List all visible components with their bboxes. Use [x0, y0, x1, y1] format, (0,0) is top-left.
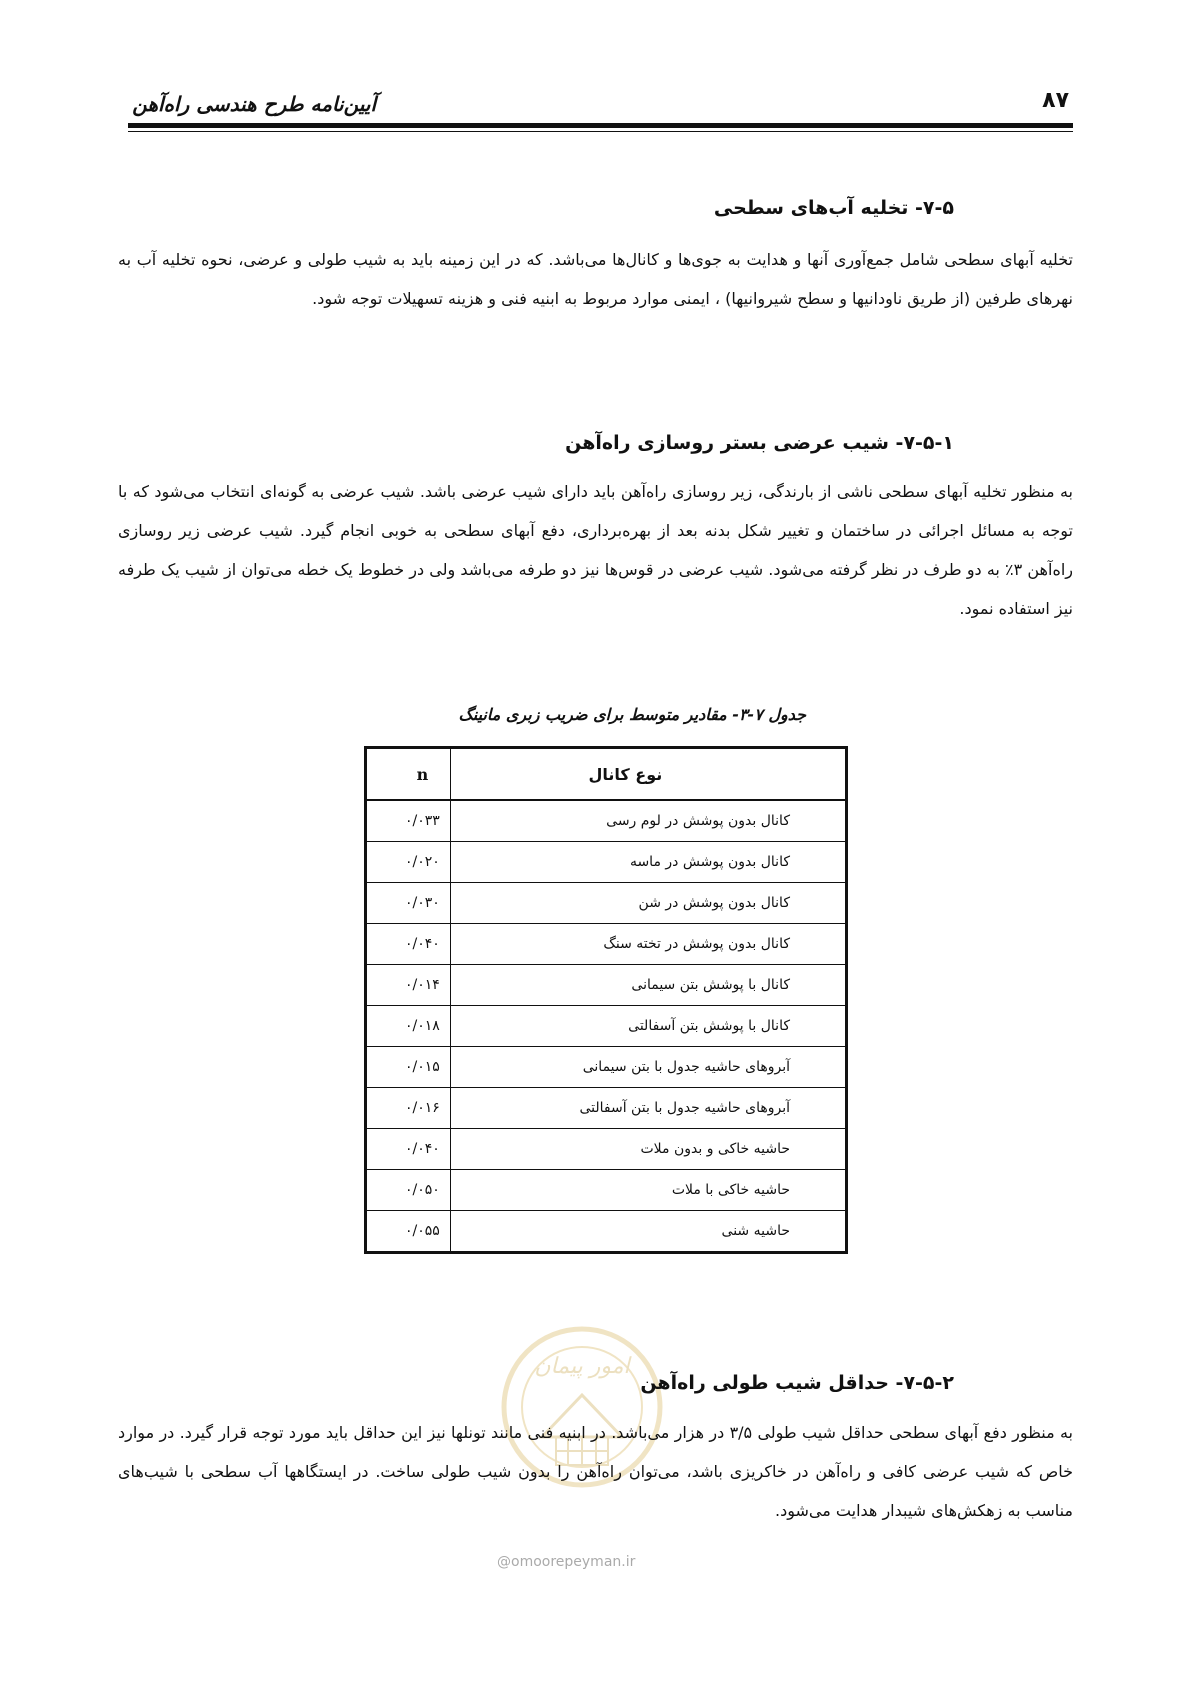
table-row: [366, 883, 847, 924]
running-header-title: آیین‌نامه طرح هندسی راه‌آهن: [132, 92, 376, 116]
channel-type-cell: کانال بدون پوشش در تخته سنگ: [450, 924, 846, 965]
channel-type-cell: حاشیه خاکی با ملات: [450, 1170, 846, 1211]
channel-type-cell: کانال بدون پوشش در ماسه: [450, 842, 846, 883]
channel-type-cell: کانال با پوشش بتن سیمانی: [450, 965, 846, 1006]
n-value-cell: ۰/۰۳۰: [366, 883, 451, 924]
table-row: [366, 842, 847, 883]
channel-type-cell: حاشیه شنی: [450, 1211, 846, 1253]
paragraph-cross-slope: به منظور تخلیه آبهای سطحی ناشی از بارندگی، زیر روسازی راه‌آهن باید دارای شیب عرضی باشد. شیب عرضی به گونه‌ای انتخاب می‌شود که با توجه به مسائل اجرائی در ساختمان و تغییر شکل بدنه بعد از بهره‌برداری، دفع آبهای سطحی به خوبی انجام گیرد. شیب عرضی زیر روسازی راه‌آهن ۳٪ به دو طرف در نظر گرفته می‌شود. شیب عرضی در قوس‌ها نیز دو طرفه می‌باشد ولی در خطوط یک خطه می‌توان از شیب یک طرفه نیز استفاده نمود.: [118, 482, 1073, 618]
table-row: [366, 924, 847, 965]
n-value-cell: ۰/۰۱۶: [366, 1088, 451, 1129]
table-caption: جدول ۷-۳- مقادیر متوسط برای ضریب زبری مانینگ: [458, 705, 806, 724]
header-rule-thin: [128, 131, 1073, 132]
watermark-logo-text: امور پیمان: [534, 1354, 630, 1379]
paragraph-min-longitudinal-slope: به منظور دفع آبهای سطحی حداقل شیب طولی ۳/۵ در هزار می‌باشد. در ابنیه فنی مانند تونلها نیز این حداقل باید مورد توجه قرار گیرد. در موارد خاص که شیب عرضی کافی و راه‌آهن در خاکریزی باشد، می‌توان راه‌آهن را بدون شیب طولی ساخت. در ایستگاهها آب سطحی با شیب‌های مناسب به زهکش‌های شیبدار هدایت می‌شود.: [118, 1423, 1074, 1520]
table-row: [366, 1006, 847, 1047]
table-row: [366, 1211, 847, 1253]
n-value-cell: ۰/۰۱۸: [366, 1006, 451, 1047]
paragraph-surface-drainage: تخلیه آبهای سطحی شامل جمع‌آوری آنها و هدایت به جوی‌ها و کانال‌ها می‌باشد. که در این زمینه باید به شیب طولی و عرضی، نحوه تخلیه آب به نهرهای طرفین (از طریق ناودانیها و سطح شیروانیها) ، ایمنی موارد مربوط به ابنیه فنی و هزینه تسهیلات توجه شود.: [118, 250, 1073, 308]
section-heading-cross-slope: ۷-۵-۱- شیب عرضی بستر روسازی راه‌آهن: [565, 432, 954, 454]
column-header-channel-type: نوع کانال: [450, 748, 846, 801]
table-row: [366, 1170, 847, 1211]
channel-type-cell: کانال بدون پوشش در شن: [450, 883, 846, 924]
n-value-cell: ۰/۰۱۵: [366, 1047, 451, 1088]
header-rule-thick: [128, 123, 1073, 128]
page-number: ۸۷: [1042, 88, 1069, 113]
n-value-cell: ۰/۰۵۵: [366, 1211, 451, 1253]
table-header-row: [366, 748, 847, 801]
column-header-n: n: [366, 748, 451, 801]
table-row: [366, 1047, 847, 1088]
n-value-cell: ۰/۰۵۰: [366, 1170, 451, 1211]
manning-coefficient-table: [364, 746, 848, 1254]
table-row: [366, 1129, 847, 1170]
section-heading-surface-drainage: ۷-۵- تخلیه آب‌های سطحی: [713, 197, 954, 219]
n-value-cell: ۰/۰۴۰: [366, 924, 451, 965]
table-row: [366, 965, 847, 1006]
table-row: [366, 1088, 847, 1129]
table-row: [366, 800, 847, 842]
channel-type-cell: کانال بدون پوشش در لوم رسی: [450, 800, 846, 842]
channel-type-cell: کانال با پوشش بتن آسفالتی: [450, 1006, 846, 1047]
n-value-cell: ۰/۰۳۳: [366, 800, 451, 842]
channel-type-cell: حاشیه خاکی و بدون ملات: [450, 1129, 846, 1170]
n-value-cell: ۰/۰۱۴: [366, 965, 451, 1006]
section-heading-min-longitudinal-slope: ۷-۵-۲- حداقل شیب طولی راه‌آهن: [640, 1372, 954, 1394]
n-value-cell: ۰/۰۲۰: [366, 842, 451, 883]
channel-type-cell: آبروهای حاشیه جدول با بتن سیمانی: [450, 1047, 846, 1088]
channel-type-cell: آبروهای حاشیه جدول با بتن آسفالتی: [450, 1088, 846, 1129]
watermark-url: @omoorepeyman.ir: [497, 1554, 636, 1570]
n-value-cell: ۰/۰۴۰: [366, 1129, 451, 1170]
